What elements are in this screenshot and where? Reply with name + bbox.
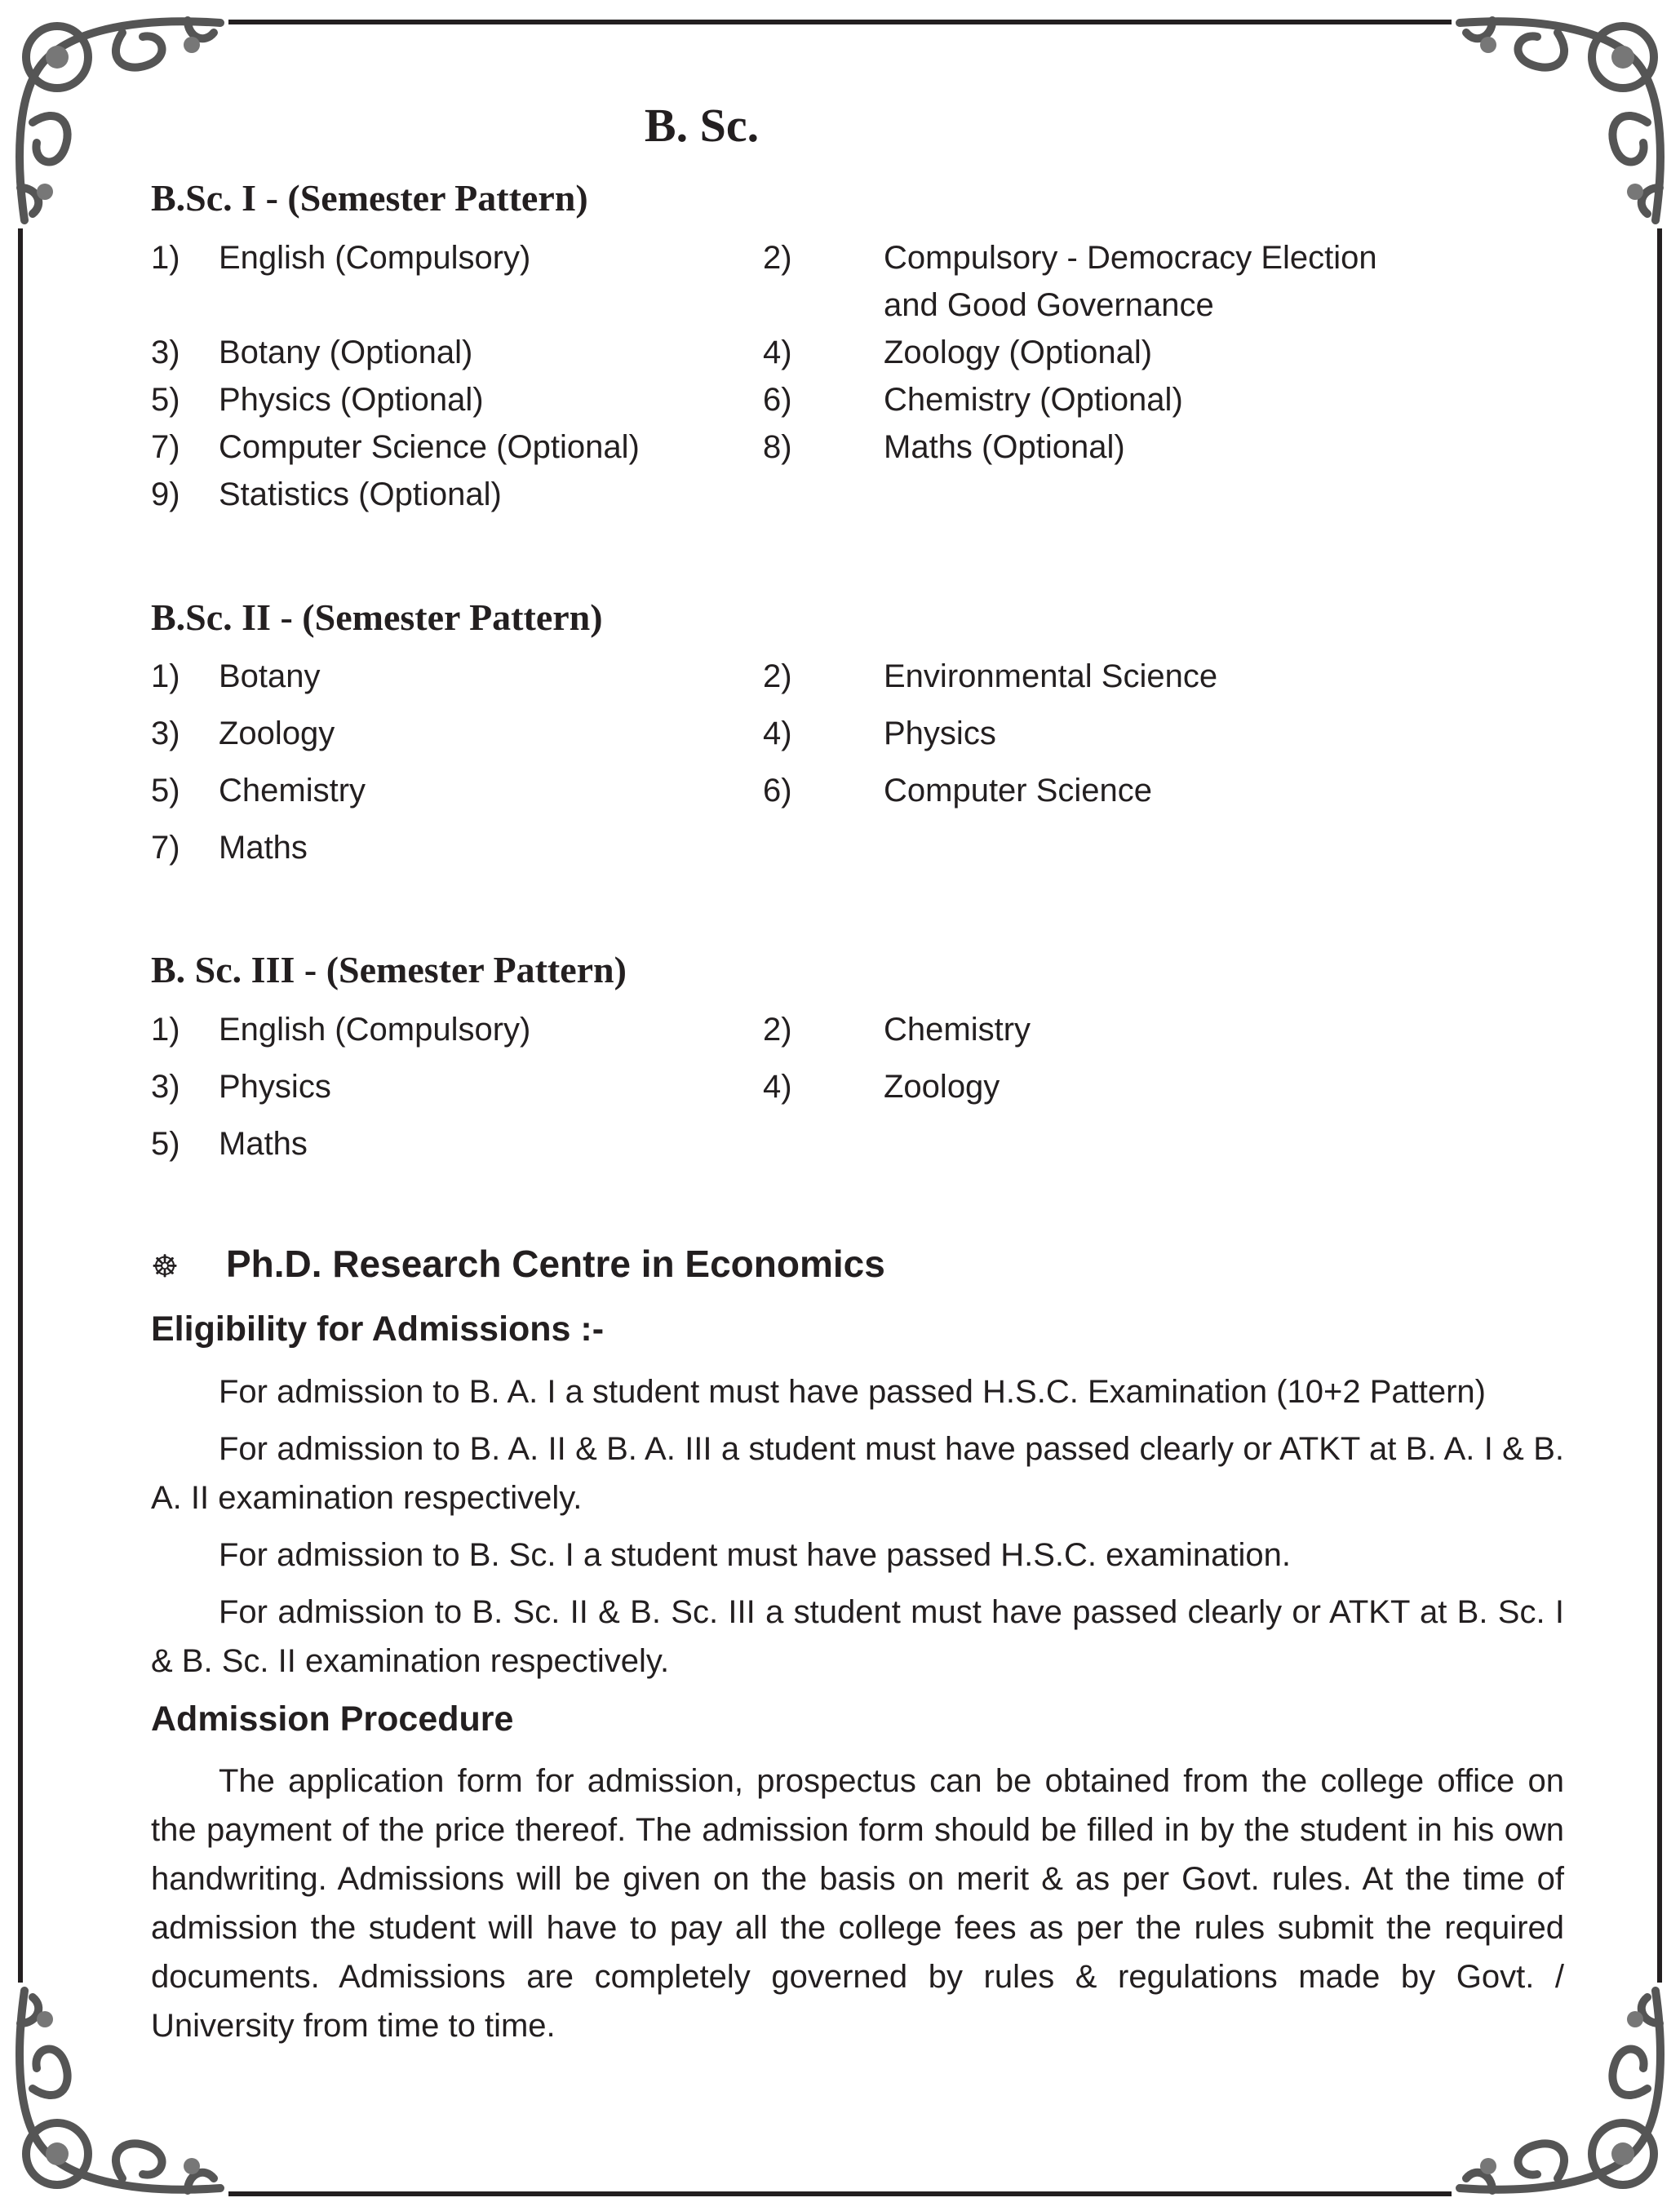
list-number: 3) xyxy=(151,1069,180,1105)
list-number: 8) xyxy=(763,429,792,465)
list-item: Compulsory - Democracy Election xyxy=(884,240,1377,276)
phd-heading-text: Ph.D. Research Centre in Economics xyxy=(226,1243,885,1285)
eligibility-heading: Eligibility for Admissions :- xyxy=(151,1309,605,1349)
list-number: 4) xyxy=(763,716,792,751)
list-number: 5) xyxy=(151,382,180,418)
list-row xyxy=(151,1069,1564,1126)
eligibility-paragraph: For admission to B. A. II & B. A. III a student must have passed clearly or ATKT at B. A. I & B. A. II examination respectively. xyxy=(151,1431,1564,1516)
border-right-line xyxy=(1657,228,1662,1983)
list-row xyxy=(151,429,1564,476)
list-number: 3) xyxy=(151,716,180,751)
list-item: English (Compulsory) xyxy=(219,240,531,276)
list-number: 4) xyxy=(763,1069,792,1105)
list-number: 6) xyxy=(763,382,792,418)
list-item: Chemistry xyxy=(219,773,366,809)
wheel-icon: ☸ xyxy=(151,1250,180,1285)
list-item: Zoology (Optional) xyxy=(884,335,1153,370)
list-item: Physics xyxy=(884,716,996,751)
list-row xyxy=(151,476,1564,524)
list-item: Computer Science (Optional) xyxy=(219,429,640,465)
list-item: Computer Science xyxy=(884,773,1153,809)
list-row xyxy=(151,382,1564,429)
list-row xyxy=(151,335,1564,382)
section-heading-bsc-1: B.Sc. I - (Semester Pattern) xyxy=(151,177,588,219)
list-row xyxy=(151,1126,1564,1183)
list-row xyxy=(151,716,1564,773)
list-number: 7) xyxy=(151,429,180,465)
list-item: Zoology xyxy=(219,716,335,751)
list-item: English (Compulsory) xyxy=(219,1012,531,1048)
list-number: 5) xyxy=(151,773,180,809)
list-item: Botany xyxy=(219,658,321,694)
border-left-line xyxy=(18,228,23,1983)
list-row xyxy=(151,240,1564,335)
list-item: Statistics (Optional) xyxy=(219,476,502,512)
phd-heading xyxy=(151,1242,885,1286)
list-item: Chemistry (Optional) xyxy=(884,382,1183,418)
list-item: Maths (Optional) xyxy=(884,429,1125,465)
list-row xyxy=(151,773,1564,830)
border-bottom-line xyxy=(228,2191,1452,2196)
course-list-bsc-1 xyxy=(151,240,1564,524)
list-item: Zoology xyxy=(884,1069,1000,1105)
eligibility-paragraph: For admission to B. A. I a student must have passed H.S.C. Examination (10+2 Pattern) xyxy=(219,1374,1486,1410)
list-row xyxy=(151,1012,1564,1069)
list-number: 1) xyxy=(151,1012,180,1048)
admission-procedure-heading: Admission Procedure xyxy=(151,1699,514,1739)
list-number: 1) xyxy=(151,240,180,276)
page-title: B. Sc. xyxy=(644,99,760,152)
list-item: Maths xyxy=(219,1126,308,1162)
course-list-bsc-3 xyxy=(151,1012,1564,1183)
list-item: Maths xyxy=(219,830,308,866)
list-number: 2) xyxy=(763,658,792,694)
list-number: 7) xyxy=(151,830,180,866)
list-item: Chemistry xyxy=(884,1012,1031,1048)
eligibility-paragraph: For admission to B. Sc. II & B. Sc. III a student must have passed clearly or ATKT at B. Sc. I & B. Sc. II examination respectively. xyxy=(151,1594,1564,1679)
eligibility-paragraph: For admission to B. Sc. I a student must have passed H.S.C. examination. xyxy=(219,1537,1291,1573)
list-item: Botany (Optional) xyxy=(219,335,473,370)
list-number: 2) xyxy=(763,1012,792,1048)
border-top-line xyxy=(228,20,1452,24)
list-item-continuation: and Good Governance xyxy=(884,287,1214,323)
list-number: 6) xyxy=(763,773,792,809)
list-item: Physics xyxy=(219,1069,331,1105)
section-heading-bsc-3: B. Sc. III - (Semester Pattern) xyxy=(151,949,627,990)
course-list-bsc-2 xyxy=(151,658,1564,887)
section-heading-bsc-2: B.Sc. II - (Semester Pattern) xyxy=(151,596,603,638)
list-row xyxy=(151,830,1564,887)
list-number: 1) xyxy=(151,658,180,694)
list-number: 3) xyxy=(151,335,180,370)
list-number: 2) xyxy=(763,240,792,276)
list-item: Physics (Optional) xyxy=(219,382,484,418)
admission-procedure-paragraph: The application form for admission, prospectus can be obtained from the college office on the payment of the price thereof. The admission form should be filled in by the student in his own handwriting. Admissions will be given on the basis on merit & as per Govt. rules. At the time of admission the student will have to pay all the college fees as per the rules submit the required documents. Admissions are completely governed by rules & regulations made by Govt. / University from time to time. xyxy=(151,1763,1564,2044)
corner-ornament-icon xyxy=(1443,0,1680,237)
list-number: 4) xyxy=(763,335,792,370)
list-row xyxy=(151,658,1564,716)
list-number: 9) xyxy=(151,476,180,512)
list-number: 5) xyxy=(151,1126,180,1162)
list-item: Environmental Science xyxy=(884,658,1218,694)
